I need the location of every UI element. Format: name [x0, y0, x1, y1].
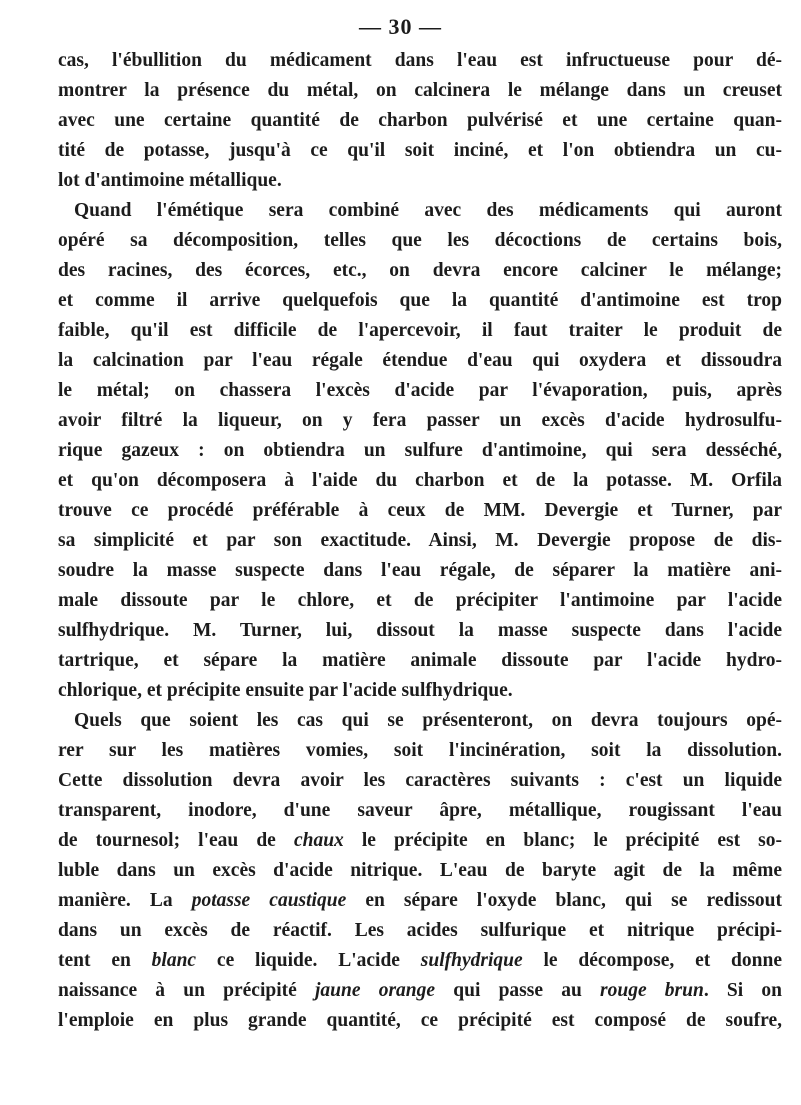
text-line	[58, 826, 782, 856]
text-segment: le décompose, et donne	[522, 950, 782, 971]
text-line: Quand l'émétique sera combiné avec des médicaments qui auront	[74, 200, 782, 221]
text-line: cas, l'ébullition du médicament dans l'eau est infructueuse pour dé-	[58, 50, 782, 71]
italic-term: chaux	[293, 830, 344, 851]
text-line: avoir filtré la liqueur, on y fera passer un excès d'acide hydrosulfu-	[58, 410, 782, 431]
text-line: et comme il arrive quelquefois que la quantité d'antimoine est trop	[58, 290, 782, 311]
text-line: tité de potasse, jusqu'à ce qu'il soit inciné, et l'on obtiendra un cu-	[58, 140, 782, 161]
text-segment: en sépare l'oxyde blanc, qui se redissout	[346, 890, 782, 911]
text-line: l'emploie en plus grande quantité, ce précipité est composé de soufre,	[58, 1010, 782, 1031]
text-line: lot d'antimoine métallique.	[58, 170, 282, 191]
text-line: dans un excès de réactif. Les acides sulfurique et nitrique précipi-	[58, 920, 782, 941]
italic-term: potasse caustique	[191, 890, 347, 911]
text-line: rique gazeux : on obtiendra un sulfure d'antimoine, qui sera desséché,	[58, 440, 782, 461]
text-line: le métal; on chassera l'excès d'acide par l'évaporation, puis, après	[58, 380, 782, 401]
text-line: la calcination par l'eau régale étendue d'eau qui oxydera et dissoudra	[58, 350, 782, 371]
text-segment: de tournesol; l'eau de	[58, 830, 294, 851]
italic-term: blanc	[151, 950, 197, 971]
text-line: Cette dissolution devra avoir les caractères suivants : c'est un liquide	[58, 770, 782, 791]
text-segment: ce liquide. L'acide	[196, 950, 421, 971]
text-line: sulfhydrique. M. Turner, lui, dissout la masse suspecte dans l'acide	[58, 620, 782, 641]
page-number: — 30 —	[359, 14, 442, 39]
text-segment: tent en	[58, 950, 152, 971]
text-line: soudre la masse suspecte dans l'eau régale, de séparer la matière ani-	[58, 560, 782, 581]
text-segment: qui passe au	[435, 980, 601, 1001]
text-line: luble dans un excès d'acide nitrique. L'eau de baryte agit de la même	[58, 860, 782, 881]
italic-term: sulfhydrique	[420, 950, 523, 971]
text-line: transparent, inodore, d'une saveur âpre, métallique, rougissant l'eau	[58, 800, 782, 821]
text-segment: le précipite en blanc; le précipité est so-	[343, 830, 782, 851]
text-segment: manière. La	[58, 890, 192, 911]
text-line: rer sur les matières vomies, soit l'incinération, soit la dissolution.	[58, 740, 782, 761]
text-line: avec une certaine quantité de charbon pulvérisé et une certaine quan-	[58, 110, 782, 131]
text-line	[58, 886, 782, 916]
text-line: et qu'on décomposera à l'aide du charbon et de la potasse. M. Orfila	[58, 470, 782, 491]
text-line: tartrique, et sépare la matière animale dissoute par l'acide hydro-	[58, 650, 782, 671]
italic-term: rouge brun	[600, 980, 704, 1001]
text-line: des racines, des écorces, etc., on devra encore calciner le mélange;	[58, 260, 782, 281]
text-line	[58, 976, 782, 1006]
text-line: male dissoute par le chlore, et de précipiter l'antimoine par l'acide	[58, 590, 782, 611]
text-segment: naissance à un précipité	[58, 980, 315, 1001]
text-line: montrer la présence du métal, on calcinera le mélange dans un creuset	[58, 80, 782, 101]
text-segment: . Si on	[703, 980, 782, 1001]
text-line: Quels que soient les cas qui se présenteront, on devra toujours opé-	[74, 710, 782, 731]
text-line: faible, qu'il est difficile de l'apercevoir, il faut traiter le produit de	[58, 320, 782, 341]
italic-term: jaune orange	[315, 980, 436, 1001]
text-line: trouve ce procédé préférable à ceux de MM. Devergie et Turner, par	[58, 500, 782, 521]
text-line: opéré sa décomposition, telles que les décoctions de certains bois,	[58, 230, 782, 251]
text-line: chlorique, et précipite ensuite par l'acide sulfhydrique.	[58, 680, 513, 701]
text-line	[58, 946, 782, 976]
text-line: sa simplicité et par son exactitude. Ainsi, M. Devergie propose de dis-	[58, 530, 782, 551]
